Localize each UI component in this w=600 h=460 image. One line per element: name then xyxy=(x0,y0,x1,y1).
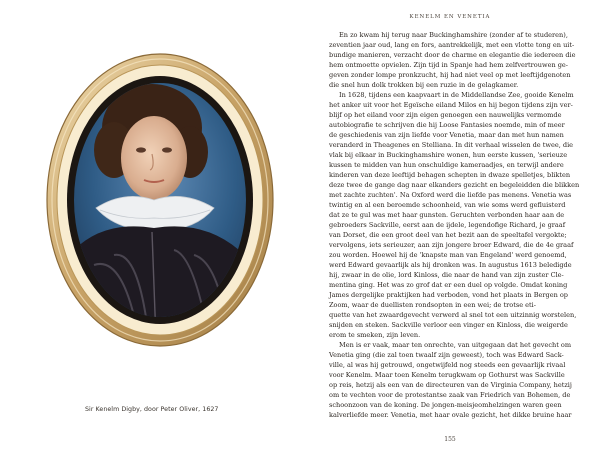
left-page xyxy=(0,0,296,460)
text-line: kinderen van deze leeftijd behagen schepten in dwaze spelletjes, blikten xyxy=(329,171,571,179)
text-line: voor Kenelm. Maar toen Kenelm terugkwam op Gothurst was Sackville xyxy=(329,371,565,379)
text-line: vlak bij elkaar in Buckinghamshire wonen, hun eerste kussen, 'serieuze xyxy=(329,151,568,159)
text-line: zou worden. Hoewel hij de 'knapste man van Engeland' werd genoemd, xyxy=(329,251,567,259)
text-line: snijden en steken. Sackville verloor een vinger en Kinloss, die weigerde xyxy=(329,321,568,329)
text-line: Venetia ging (die zal toen twaalf zijn geweest), toch was Edward Sack- xyxy=(329,351,564,359)
text-line: van Dorset, die een groot deel van het bezit aan de speeltafel vergokte; xyxy=(329,231,567,239)
text-line: geven zonder lompe pronkzucht, hij had niet veel op met leeftijdgenoten xyxy=(329,71,571,79)
text-line: om te vechten voor de protestantse zaak van Friedrich van Bohemen, de xyxy=(329,391,571,399)
text-line: werd Edward gevaarlijk als hij dronken was. In augustus 1613 beledigde xyxy=(329,261,572,269)
text-line: blijf op het eiland voor zijn eigen genoegen een nauwelijks vermomde xyxy=(329,111,562,119)
text-line: quette van het zwaardgevecht verwerd al snel tot een uitzinnig worstelen, xyxy=(329,311,577,319)
text-line: kalverliefde meer. Venetia, met haar ovale gezicht, het dikke bruine haar xyxy=(329,411,572,419)
body-text xyxy=(329,30,585,420)
text-line: bundige manieren, verzacht door de charme en elegantie die iedereen die xyxy=(329,51,576,59)
text-line: In 1628, tijdens een kaapvaart in de Middellandse Zee, gooide Kenelm xyxy=(339,91,574,99)
portrait-miniature xyxy=(44,50,276,350)
text-line: veranderd in Theagenes en Stelliana. In dit verhaal wisselen de twee, die xyxy=(329,141,574,149)
text-line: schoonzoon van de koning. De jongen-meisjeomhelzingen waren geen xyxy=(329,401,562,409)
text-line: autobiografie te schrijven die hij Loose Fantasies noemde, min of meer xyxy=(329,121,565,129)
text-line: vervolgens, iets serieuzer, aan zijn jongere broer Edward, die de 4e graaf xyxy=(329,241,574,249)
text-line: op reis, hetzij als een van de directeuren van de Virginia Company, hetzij xyxy=(329,381,572,389)
text-line: Zoom, waar de duellisten rondsopten in een wei; de trotse eti- xyxy=(329,301,536,309)
text-line: James dergelijke praktijken had verboden, vond het plaats in Bergen op xyxy=(329,291,569,299)
text-line: mentina ging. Het was zo grof dat er een duel op volgde. Omdat koning xyxy=(329,281,568,289)
text-line: Men is er vaak, maar ten onrechte, van uitgegaan dat het gevecht om xyxy=(339,341,572,349)
text-line: ville, al was hij getrouwd, ongetwijfeld nog steeds een gevaarlijk rivaal xyxy=(329,361,566,369)
text-line: kussen te midden van hun onschuldige kameraadjes, en terwijl andere xyxy=(329,161,564,169)
text-line: En zo kwam hij terug naar Buckinghamshire (zonder af te studeren), xyxy=(339,31,568,39)
text-line: dat ze te gul was met haar gunsten. Geruchten verbonden haar aan de xyxy=(329,211,565,219)
page-number: 155 xyxy=(444,436,456,443)
text-line: de geschiedenis van zijn liefde voor Venetia, maar dan met hun namen xyxy=(329,131,564,139)
image-caption: Sir Kenelm Digby, door Peter Oliver, 1627 xyxy=(85,406,219,413)
text-line: zeventien jaar oud, lang en fors, aantrekkelijk, met een vlotte tong en uit- xyxy=(329,41,575,49)
text-line: het anker uit voor het Egeïsche eiland Milos en hij begon tijdens zijn ver- xyxy=(329,101,573,109)
running-head: KENELM EN VENETIA xyxy=(409,14,491,20)
text-line: hij, zwaar in de olie, lord Kinloss, die naar de hand van zijn zuster Cle- xyxy=(329,271,564,279)
text-line: erom te smeken, zijn leven. xyxy=(329,331,421,339)
right-page xyxy=(300,0,600,460)
text-line: gebroeders Sackville, eerst aan de ijdele, legendofige Richard, je graaf xyxy=(329,221,566,229)
text-line: die snel hun dolk trokken bij een ruzie in de gelagkamer. xyxy=(329,81,519,89)
text-line: met zachte zuchten'. Na Oxford werd die liefde pas menens. Venetia was xyxy=(329,191,572,199)
portrait-illustration xyxy=(44,50,276,350)
text-line: hem ontmoette opvielen. Zijn tijd in Spanje had hem zelfvertrouwen ge- xyxy=(329,61,569,69)
text-line: twintig en al een beroemde schoonheid, van wie soms werd gefluisterd xyxy=(329,201,566,209)
text-line: deze twee de gange dag naar elkanders gezicht en begeleidden die blikken xyxy=(329,181,580,189)
